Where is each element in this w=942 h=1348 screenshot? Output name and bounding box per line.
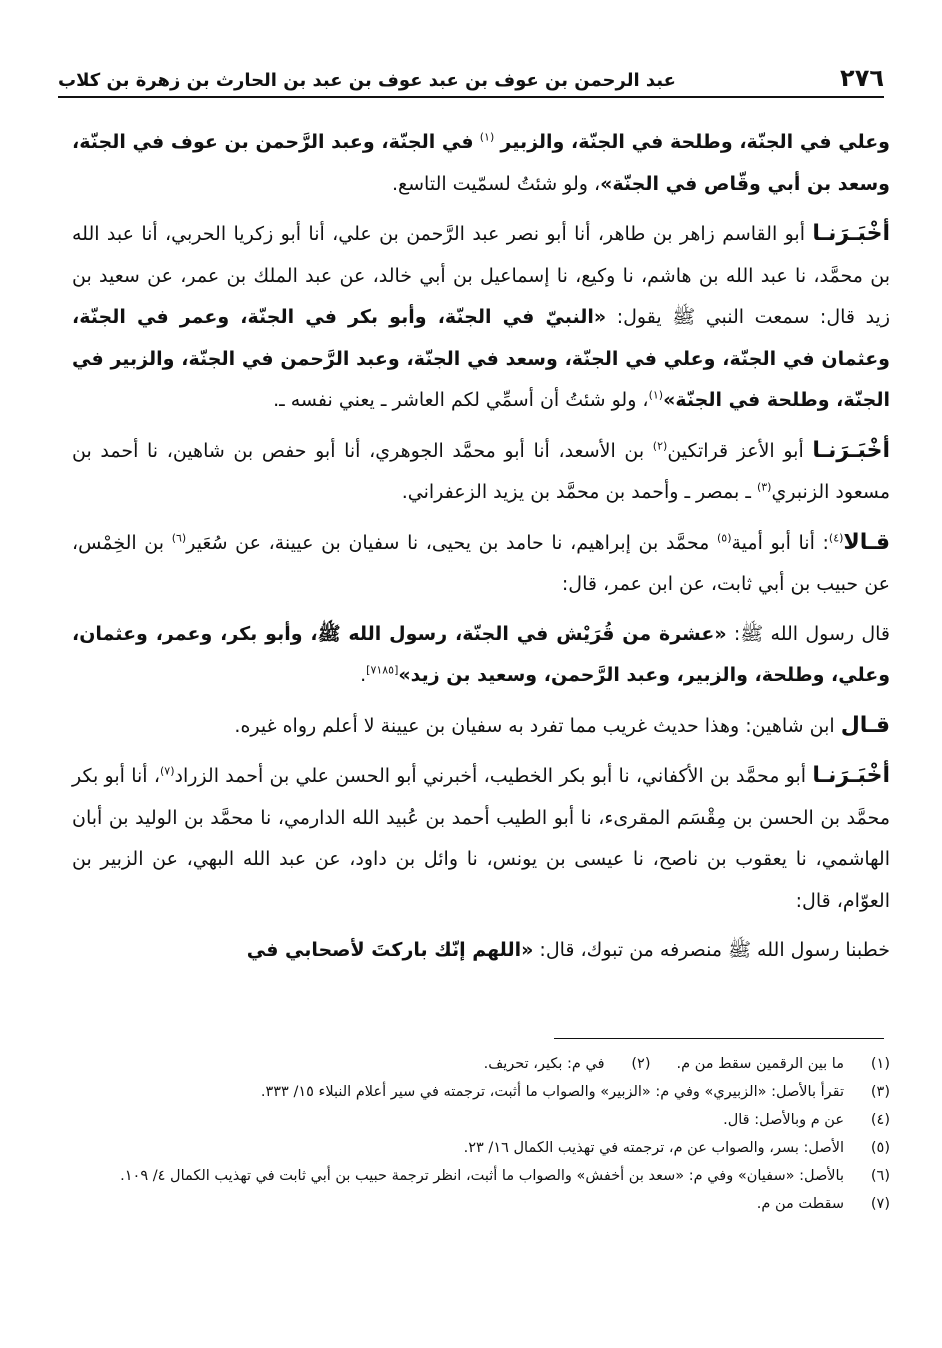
footnote-number: (٢) xyxy=(631,1056,651,1072)
hadith-number: [٧١٨٥] xyxy=(366,663,399,677)
page-number: ٢٧٦ xyxy=(840,64,884,92)
footnote xyxy=(68,1134,890,1162)
footnote xyxy=(68,1190,890,1218)
footnote-ref: (٦) xyxy=(171,531,187,545)
footnote-number: (١) xyxy=(870,1056,890,1072)
paragraph-2: أخْبَـرَنـا أبو القاسم زاهر بن طاهر، أنا أبو نصر عبد الرَّحمن بن علي، أنا أبو زكريا الحربي، أنا عبد الله بن محمَّد، نا عبد الله بن هاشم، نا وكيع، نا إسماعيل بن أبي خالد، عن عبد الملك بن عمر، عن سعيد بن زيد قال: سمعت النبي ﷺ يقول: «النبيّ في الجنّة، وأبو بكر في الجنّة، وعمر في الجنّة، وعثمان في الجنّة، وعلي في الجنّة، وسعد في الجنّة، وعبد الرَّحمن في الجنّة، والزبير في الجنّة، وطلحة في الجنّة»$^{(١)}$، ولو شئتُ أن أسمِّي لكم العاشر ـ يعني نفسه ـ. xyxy=(72,221,891,411)
lead-word: أخْبَـرَنـا xyxy=(812,763,890,788)
paragraph-6: قـال ابن شاهين: وهذا حديث غريب مما تفرد به سفيان بن عيينة لا أعلم رواه غيره. xyxy=(234,712,890,738)
paragraph-1: وعلي في الجنّة، وطلحة في الجنّة، والزبير $^{(١)}$ في الجنّة، وعبد الرَّحمن بن عوف في الجنّة، وسعد بن أبي وقّاص في الجنّة»، ولو شئتُ لسمّيت التاسع. xyxy=(72,130,890,195)
footnote-ref: (٥) xyxy=(716,531,732,545)
footnote xyxy=(484,1050,651,1078)
footnote-ref: (١) xyxy=(479,130,495,144)
footnotes xyxy=(68,1050,890,1218)
footnote xyxy=(68,1162,890,1190)
footnote-ref: (٧) xyxy=(159,764,175,778)
footnote-number: (٧) xyxy=(870,1196,890,1212)
footnote-ref: (٢) xyxy=(652,439,668,453)
hadith-text: «النبيّ في الجنّة، وأبو بكر في الجنّة، وعمر في الجنّة، وعثمان في الجنّة، وعلي في الجنّة، وسعد في الجنّة، وعبد الرَّحمن في الجنّة، والزبير في الجنّة، وطلحة في الجنّة» xyxy=(72,306,890,411)
paragraph-4: قـالا$^{(٤)}$: أنا أبو أمية$^{(٥)}$ محمَّد بن إبراهيم، نا حامد بن يحيى، نا سفيان بن عيينة، عن سُعَير$^{(٦)}$ بن الخِمْس، عن حبيب بن أبي ثابت، عن ابن عمر، قال: xyxy=(72,529,890,595)
footnote-number: (٦) xyxy=(870,1168,890,1184)
footnote-text: عن م وبالأصل: قال. xyxy=(723,1112,844,1128)
footnote xyxy=(68,1078,890,1106)
footnote-text: الأصل: بسر، والصواب عن م، ترجمته في تهذيب الكمال ١٦/ ٢٣. xyxy=(463,1140,844,1156)
footnote-ref: (١) xyxy=(648,388,664,402)
footnote-row xyxy=(68,1050,890,1078)
footnote-separator xyxy=(554,1038,884,1039)
lead-word: قـال xyxy=(840,712,890,738)
paragraph-5: قال رسول الله ﷺ: «عشرة من قُرَيْش في الجنّة، رسول الله ﷺ، وأبو بكر، وعمر، وعثمان، وعلي، وطلحة، والزبير، وعبد الرَّحمن، وسعيد بن زيد»[٧١٨٥]. xyxy=(72,622,890,686)
hadith-text: «عشرة من قُرَيْش في الجنّة، رسول الله ﷺ، وأبو بكر، وعمر، وعثمان، وعلي، وطلحة، والزبير، وعبد الرَّحمن، وسعيد بن زيد» xyxy=(72,622,890,686)
footnote-text: تقرأ بالأصل: «الزبيري» وفي م: «الزبير» والصواب ما أثبت، ترجمته في سير أعلام النبلاء ١٥/ ٣٣٣. xyxy=(260,1084,844,1100)
footnote-number: (٣) xyxy=(870,1084,890,1100)
footnote-ref: (٤) xyxy=(828,531,844,545)
lead-word: أخْبَـرَنـا xyxy=(812,221,890,246)
footnote xyxy=(677,1050,891,1078)
page-header xyxy=(58,58,884,98)
footnote-number: (٥) xyxy=(870,1140,890,1156)
paragraph-8: خطبنا رسول الله ﷺ منصرفه من تبوك، قال: «اللهم إنّك باركتَ لأصحابي في xyxy=(246,939,890,961)
footnote-text: ما بين الرقمين سقط من م. xyxy=(676,1056,844,1072)
lead-word: أخْبَـرَنـا xyxy=(812,437,890,463)
paragraph-3: أخْبَـرَنـا أبو الأعز قراتكين$^{(٢)}$ بن الأسعد، أنا أبو محمَّد الجوهري، أنا أبو حفص بن شاهين، نا أحمد بن مسعود الزنبري$^{(٣)}$ ـ بمصر ـ وأحمد بن محمَّد بن يزيد الزعفراني. xyxy=(72,437,890,503)
footnote-text: سقطت من م. xyxy=(756,1196,844,1212)
footnote-ref: (٣) xyxy=(756,480,772,494)
main-text xyxy=(72,122,890,980)
footnote-number: (٤) xyxy=(870,1112,890,1128)
running-title: عبد الرحمن بن عوف بن عبد عوف بن عبد بن الحارث بن زهرة بن كلاب xyxy=(58,70,676,91)
lead-word: قـالا xyxy=(843,529,890,555)
paragraph-7: أخْبَـرَنـا أبو محمَّد بن الأكفاني، نا أبو بكر الخطيب، أخبرني أبو الحسن علي بن أحمد الزراد$^{(٧)}$، أنا أبو بكر محمَّد بن الحسن بن مِقْسَم المقرىء، نا أبو الطيب أحمد بن عُبيد الله الدارمي، نا محمَّد بن الوليد بن أبان الهاشمي، نا يعقوب بن ناصح، نا عيسى بن يونس، نا وائل بن داود، عن عبد الله البهي، عن الزبير بن العوّام، قال: xyxy=(72,763,890,912)
hadith-text: «اللهم إنّك باركتَ لأصحابي في xyxy=(246,939,534,961)
footnote xyxy=(68,1106,890,1134)
footnote-text: بالأصل: «سفيان» وفي م: «سعد بن أخفش» والصواب ما أثبت، انظر ترجمة حبيب بن أبي ثابت في تهذيب الكمال ٤/ ١٠٩. xyxy=(120,1168,844,1184)
footnote-text: في م: بكير، تحريف. xyxy=(483,1056,605,1072)
